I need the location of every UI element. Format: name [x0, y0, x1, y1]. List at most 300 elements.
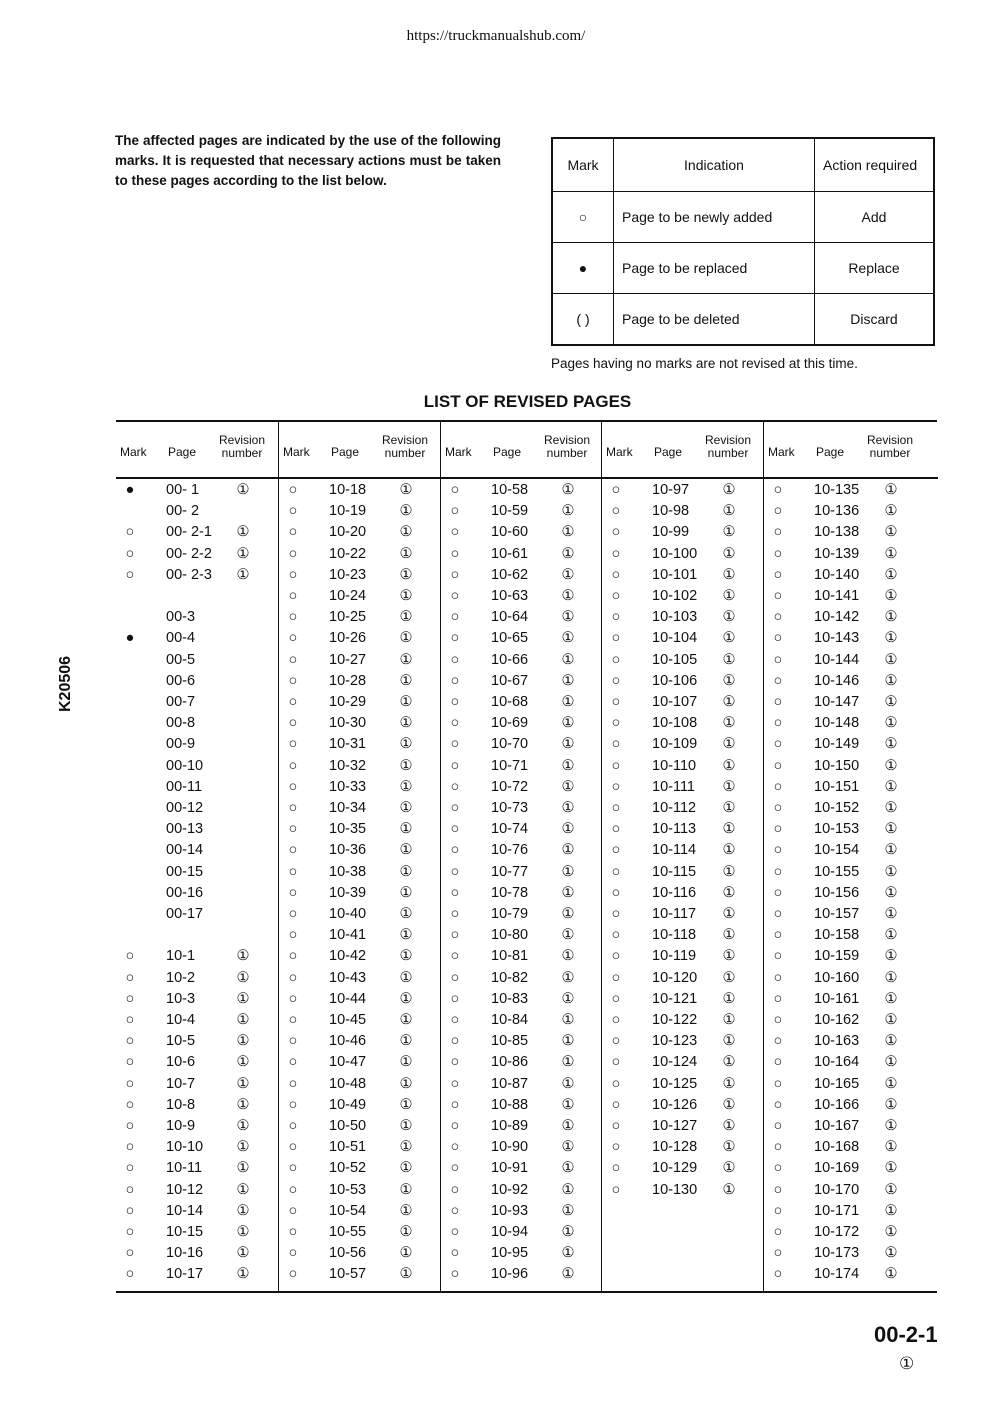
- table-row: [279, 777, 441, 798]
- row-revision: ①: [722, 588, 736, 604]
- table-row: [441, 1095, 603, 1116]
- row-mark: ○: [288, 927, 298, 944]
- row-revision: ①: [722, 1139, 736, 1156]
- row-page: 10-62: [491, 566, 529, 583]
- row-page: 10-89: [491, 1118, 529, 1134]
- row-page: 10-154: [814, 842, 860, 859]
- row-page: 10-31: [329, 736, 367, 753]
- table-row: [441, 946, 603, 967]
- table-row: [764, 586, 938, 607]
- row-revision: ①: [561, 1075, 575, 1092]
- row-mark: ○: [611, 524, 621, 541]
- row-revision: ①: [722, 1096, 736, 1113]
- table-row: [764, 501, 938, 522]
- row-revision: ①: [236, 1202, 250, 1219]
- row-revision: ①: [561, 863, 575, 880]
- table-row: [116, 692, 278, 713]
- table-row: [116, 522, 278, 543]
- table-row: [279, 989, 441, 1010]
- table-row: [764, 777, 938, 798]
- row-page: 10-141: [814, 588, 860, 604]
- row-page: 10-110: [652, 757, 697, 774]
- row-page: 10-121: [652, 990, 698, 1007]
- row-revision: ①: [722, 609, 736, 626]
- table-row: [764, 713, 938, 734]
- row-mark: ○: [611, 863, 621, 880]
- table-row: [441, 671, 603, 692]
- table-row: [116, 1031, 278, 1052]
- table-row: [279, 862, 441, 883]
- row-mark: ○: [450, 821, 460, 838]
- row-page: 10-85: [491, 1033, 529, 1050]
- row-page: 00-14: [166, 842, 204, 859]
- table-row: [602, 904, 764, 925]
- row-page: 00-9: [166, 736, 196, 753]
- row-mark: ○: [611, 842, 621, 859]
- table-row: [602, 1116, 764, 1137]
- row-revision: ①: [561, 821, 575, 838]
- revision-note: Pages having no marks are not revised at this time.: [551, 356, 858, 371]
- row-mark: ○: [288, 969, 298, 986]
- row-mark: ○: [773, 524, 783, 541]
- row-mark: ○: [125, 566, 135, 583]
- row-mark: ○: [773, 566, 783, 583]
- row-revision: ①: [722, 821, 736, 838]
- table-row: [279, 1116, 441, 1137]
- table-row: [441, 1201, 603, 1222]
- legend-action: Discard: [815, 294, 935, 346]
- row-page: 10-11: [166, 1160, 203, 1177]
- row-page: 10-160: [814, 969, 860, 986]
- row-mark: ○: [125, 1118, 135, 1134]
- row-revision: ①: [884, 1118, 898, 1134]
- row-page: 10-74: [491, 821, 529, 838]
- row-revision: ①: [561, 1118, 575, 1134]
- table-row: [116, 1116, 278, 1137]
- table-row: [441, 607, 603, 628]
- row-revision: ①: [884, 566, 898, 583]
- table-row: [602, 777, 764, 798]
- table-row: [441, 1180, 603, 1201]
- table-row: [602, 1095, 764, 1116]
- row-page: 10-116: [652, 884, 697, 901]
- row-revision: ①: [884, 800, 898, 816]
- row-revision: ①: [722, 778, 736, 795]
- row-mark: ○: [450, 1012, 460, 1028]
- row-mark: ○: [611, 545, 621, 562]
- table-row: [116, 798, 278, 819]
- row-page: 10-127: [652, 1118, 698, 1134]
- row-mark: ○: [125, 948, 135, 965]
- row-page: 10-156: [814, 884, 860, 901]
- row-revision: ①: [561, 588, 575, 604]
- row-page: 10-104: [652, 630, 698, 647]
- row-mark: ○: [125, 1266, 135, 1283]
- row-mark: ○: [125, 1139, 135, 1156]
- row-page: 10-38: [329, 863, 367, 880]
- row-mark: ○: [611, 906, 621, 922]
- table-row: [116, 840, 278, 861]
- row-mark: ○: [450, 778, 460, 795]
- row-mark: ○: [288, 1202, 298, 1219]
- row-mark: ○: [125, 1033, 135, 1050]
- table-row: [279, 1180, 441, 1201]
- row-page: 10-51: [329, 1139, 367, 1156]
- row-revision: ①: [722, 1160, 736, 1177]
- row-page: 10-58: [491, 482, 529, 498]
- row-mark: ○: [288, 884, 298, 901]
- table-row: [279, 1222, 441, 1243]
- row-revision: ①: [399, 524, 413, 541]
- row-revision: ①: [884, 1160, 898, 1177]
- table-row: [441, 650, 603, 671]
- row-mark: ○: [450, 482, 460, 498]
- row-mark: ○: [125, 1075, 135, 1092]
- table-row: [764, 1116, 938, 1137]
- row-revision: ①: [722, 990, 736, 1007]
- row-revision: ①: [884, 651, 898, 668]
- row-page: 10-173: [814, 1245, 860, 1262]
- row-page: 10-106: [652, 672, 698, 689]
- row-mark: ○: [773, 588, 783, 604]
- row-revision: ①: [722, 1012, 736, 1028]
- row-mark: ○: [450, 524, 460, 541]
- table-row: [602, 862, 764, 883]
- row-revision: ①: [884, 863, 898, 880]
- row-page: 10-130: [652, 1181, 698, 1198]
- row-page: 00- 2-2: [166, 545, 212, 562]
- row-revision: ①: [399, 884, 413, 901]
- table-row: [764, 1031, 938, 1052]
- row-revision: ①: [399, 1266, 413, 1283]
- row-page: 10-84: [491, 1012, 529, 1028]
- row-mark: ○: [773, 821, 783, 838]
- legend-mark: ●: [552, 243, 614, 294]
- table-row: [116, 883, 278, 904]
- row-page: 00-10: [166, 757, 204, 774]
- row-page: 10-90: [491, 1139, 529, 1156]
- header-divider: [441, 477, 603, 479]
- row-revision: ①: [561, 1202, 575, 1219]
- table-row: [764, 1052, 938, 1073]
- row-revision: ①: [236, 1245, 250, 1262]
- row-page: 10-43: [329, 969, 367, 986]
- row-mark: ○: [773, 778, 783, 795]
- row-page: 00-13: [166, 821, 204, 838]
- row-page: 10-107: [652, 694, 698, 710]
- row-mark: ○: [611, 778, 621, 795]
- row-revision: ①: [399, 1118, 413, 1134]
- row-mark: ○: [288, 672, 298, 689]
- table-row: [441, 713, 603, 734]
- row-page: 10-105: [652, 651, 698, 668]
- row-revision: ①: [236, 1139, 250, 1156]
- table-row: [116, 565, 278, 586]
- row-revision: ①: [722, 524, 736, 541]
- table-row: [441, 1264, 603, 1285]
- table-row: [116, 501, 278, 522]
- row-revision: ①: [236, 1224, 250, 1240]
- row-page: 10-159: [814, 948, 860, 965]
- row-revision: ①: [884, 1139, 898, 1156]
- row-mark: ○: [773, 715, 783, 732]
- row-revision: ①: [399, 736, 413, 753]
- row-revision: ①: [722, 1118, 736, 1134]
- row-page: 10-26: [329, 630, 367, 647]
- row-mark: ○: [450, 736, 460, 753]
- row-mark: ○: [288, 524, 298, 541]
- table-row: [116, 777, 278, 798]
- table-row: [764, 607, 938, 628]
- table-row: [116, 1052, 278, 1073]
- row-mark: ○: [773, 1054, 783, 1071]
- table-row: [279, 480, 441, 501]
- row-mark: ○: [450, 1054, 460, 1071]
- row-mark: ○: [450, 1266, 460, 1283]
- row-revision: ①: [722, 927, 736, 944]
- row-mark: ○: [773, 1075, 783, 1092]
- row-page: 10-67: [491, 672, 529, 689]
- table-row: [441, 1243, 603, 1264]
- row-mark: ○: [288, 800, 298, 816]
- table-row: [116, 1010, 278, 1031]
- row-page: 10-135: [814, 482, 860, 498]
- row-mark: ○: [773, 545, 783, 562]
- row-revision: ①: [236, 482, 250, 498]
- row-revision: ①: [884, 884, 898, 901]
- table-row: [764, 692, 938, 713]
- row-revision: ①: [236, 1266, 250, 1283]
- row-revision: ①: [722, 906, 736, 922]
- table-row: [441, 1222, 603, 1243]
- table-row: [764, 650, 938, 671]
- row-revision: ①: [561, 990, 575, 1007]
- legend-header-action: Action required: [815, 138, 935, 192]
- table-row: [441, 1116, 603, 1137]
- row-page: 10-146: [814, 672, 860, 689]
- row-mark: ○: [450, 566, 460, 583]
- row-revision: ①: [399, 1075, 413, 1092]
- row-page: 00-8: [166, 715, 196, 732]
- table-row: [602, 544, 764, 565]
- row-mark: ○: [288, 1139, 298, 1156]
- table-row: [602, 671, 764, 692]
- row-revision: ①: [399, 757, 413, 774]
- row-page: 10-24: [329, 588, 367, 604]
- row-revision: ①: [236, 1012, 250, 1028]
- legend-indication: Page to be replaced: [614, 243, 815, 294]
- row-revision: ①: [236, 524, 250, 541]
- table-row: [441, 1031, 603, 1052]
- row-page: 10-83: [491, 990, 529, 1007]
- table-row: [279, 968, 441, 989]
- row-mark: ○: [288, 1075, 298, 1092]
- table-row: [764, 904, 938, 925]
- row-mark: ○: [288, 482, 298, 498]
- row-page: 10-45: [329, 1012, 367, 1028]
- row-revision: ①: [399, 1245, 413, 1262]
- row-mark: ○: [288, 1266, 298, 1283]
- legend-mark: ○: [552, 192, 614, 243]
- row-mark: ○: [125, 1181, 135, 1198]
- row-page: 10-165: [814, 1075, 860, 1092]
- table-row: [764, 756, 938, 777]
- row-revision: ①: [884, 1245, 898, 1262]
- legend-action: Add: [815, 192, 935, 243]
- row-revision: ①: [561, 672, 575, 689]
- row-mark: ○: [611, 990, 621, 1007]
- row-revision: ①: [399, 863, 413, 880]
- row-revision: ①: [561, 906, 575, 922]
- row-mark: ○: [450, 1181, 460, 1198]
- column-header: [764, 432, 938, 472]
- table-row: [441, 862, 603, 883]
- header-revision: Revision number: [704, 433, 752, 460]
- table-row: [441, 925, 603, 946]
- row-page: 10-166: [814, 1096, 860, 1113]
- row-mark: ○: [288, 1033, 298, 1050]
- row-revision: ①: [399, 1202, 413, 1219]
- row-revision: ①: [399, 1012, 413, 1028]
- table-row: [764, 883, 938, 904]
- row-revision: ①: [236, 566, 250, 583]
- row-mark: ○: [288, 694, 298, 710]
- row-page: 00-17: [166, 906, 204, 922]
- table-row: [116, 650, 278, 671]
- header-page: Page: [168, 445, 197, 459]
- row-mark: ○: [450, 1096, 460, 1113]
- table-row: [602, 586, 764, 607]
- row-mark: ○: [450, 1245, 460, 1262]
- table-row: [279, 628, 441, 649]
- row-mark: ○: [288, 948, 298, 965]
- row-mark: ○: [773, 1012, 783, 1028]
- row-revision: ①: [236, 969, 250, 986]
- row-mark: ○: [611, 948, 621, 965]
- row-page: 10-125: [652, 1075, 698, 1092]
- row-mark: ○: [450, 757, 460, 774]
- row-revision: ①: [884, 609, 898, 626]
- row-page: 00-12: [166, 800, 204, 816]
- row-page: 10-170: [814, 1181, 860, 1198]
- row-page: 10-124: [652, 1054, 698, 1071]
- row-page: 10-36: [329, 842, 367, 859]
- header-mark: Mark: [283, 445, 310, 459]
- row-page: 10-44: [329, 990, 367, 1007]
- row-mark: ○: [288, 990, 298, 1007]
- row-revision: ①: [884, 1202, 898, 1219]
- row-page: 10-64: [491, 609, 529, 626]
- table-row: [764, 862, 938, 883]
- row-mark: ○: [611, 694, 621, 710]
- table-row: [116, 1222, 278, 1243]
- table-row: [602, 628, 764, 649]
- row-revision: ①: [722, 1054, 736, 1071]
- table-row: [116, 544, 278, 565]
- row-revision: ①: [722, 566, 736, 583]
- row-mark: ○: [450, 1224, 460, 1240]
- row-revision: ①: [561, 1012, 575, 1028]
- row-revision: ①: [722, 948, 736, 965]
- row-page: 10-162: [814, 1012, 860, 1028]
- table-row: [116, 1095, 278, 1116]
- row-mark: ○: [611, 736, 621, 753]
- row-mark: ○: [288, 588, 298, 604]
- row-revision: ①: [561, 1160, 575, 1177]
- row-mark: ○: [450, 948, 460, 965]
- row-mark: ○: [450, 1075, 460, 1092]
- row-mark: ○: [450, 503, 460, 520]
- header-divider: [602, 477, 764, 479]
- row-page: 10-76: [491, 842, 529, 859]
- table-row: [279, 904, 441, 925]
- row-page: 10-174: [814, 1266, 860, 1283]
- row-revision: ①: [399, 566, 413, 583]
- row-mark: ○: [773, 1160, 783, 1177]
- row-mark: ○: [450, 545, 460, 562]
- row-mark: ○: [125, 969, 135, 986]
- row-mark: ○: [450, 630, 460, 647]
- row-mark: ○: [611, 1012, 621, 1028]
- table-row: [602, 1031, 764, 1052]
- table-row: [116, 1158, 278, 1179]
- table-row: [764, 1222, 938, 1243]
- table-row: [279, 501, 441, 522]
- table-row: [279, 1158, 441, 1179]
- row-revision: ①: [236, 948, 250, 965]
- table-row: [116, 946, 278, 967]
- row-revision: ①: [884, 778, 898, 795]
- table-row: [764, 1158, 938, 1179]
- row-revision: ①: [884, 1266, 898, 1283]
- row-page: 10-63: [491, 588, 529, 604]
- row-page: 10-82: [491, 969, 529, 986]
- table-row: [764, 522, 938, 543]
- row-revision: ①: [561, 778, 575, 795]
- row-page: 10-1: [166, 948, 196, 965]
- row-page: 10-123: [652, 1033, 698, 1050]
- row-page: 10-29: [329, 694, 367, 710]
- table-row: [116, 480, 278, 501]
- row-mark: ○: [611, 609, 621, 626]
- row-page: 10-81: [491, 948, 529, 965]
- row-page: 10-102: [652, 588, 698, 604]
- table-row: [602, 1010, 764, 1031]
- row-mark: ○: [288, 715, 298, 732]
- row-mark: ○: [773, 630, 783, 647]
- row-mark: ○: [773, 842, 783, 859]
- header-page: Page: [816, 445, 845, 459]
- row-page: 10-138: [814, 524, 860, 541]
- table-row: [279, 713, 441, 734]
- row-mark: ○: [450, 672, 460, 689]
- row-page: 10-72: [491, 778, 529, 795]
- row-page: 10-3: [166, 990, 196, 1007]
- row-page: 10-68: [491, 694, 529, 710]
- row-page: 00- 2: [166, 503, 200, 520]
- row-mark: ○: [611, 800, 621, 816]
- row-revision: ①: [561, 757, 575, 774]
- row-revision: ①: [399, 1224, 413, 1240]
- header-page: Page: [654, 445, 683, 459]
- table-row: [764, 1264, 938, 1285]
- table-row: [441, 1010, 603, 1031]
- row-page: 10-42: [329, 948, 367, 965]
- intro-paragraph: The affected pages are indicated by the use of the following marks. It is requested that necessary actions must be taken to these pages according to the list below.: [115, 133, 501, 188]
- table-row: [279, 1264, 441, 1285]
- row-revision: ①: [884, 630, 898, 647]
- row-page: 10-117: [652, 906, 697, 922]
